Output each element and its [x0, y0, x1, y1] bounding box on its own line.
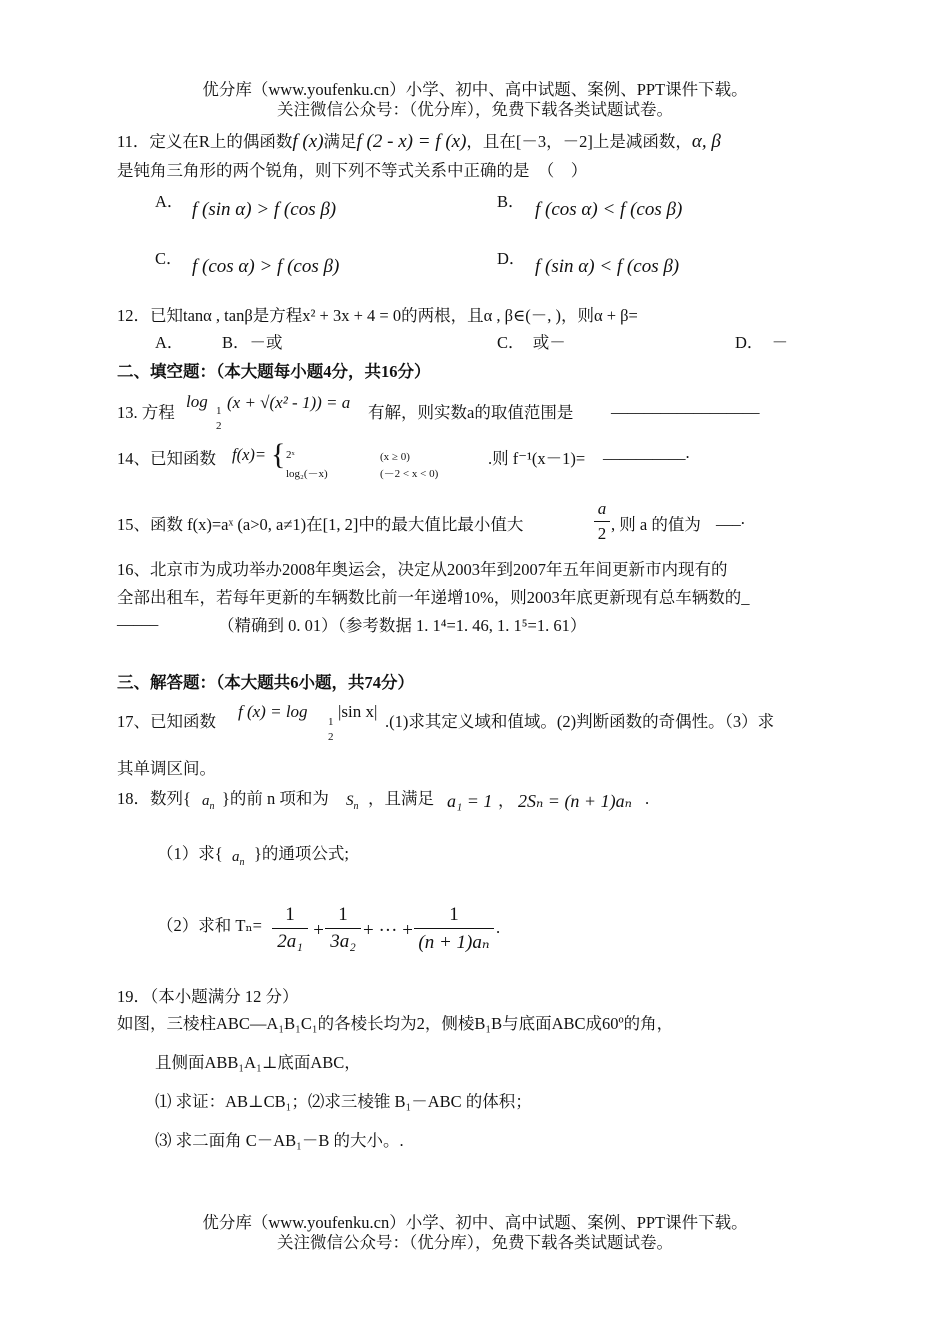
q11-option-c: f (cos α) > f (cos β) — [192, 256, 340, 277]
q13-answer-blank: __________________ — [611, 397, 760, 416]
q18-part1-an — [232, 849, 245, 868]
section-3-title: 三、解答题：（本大题共6小题，共74分） — [117, 673, 414, 692]
q11-option-d: f (sin α) < f (cos β) — [535, 256, 680, 277]
q18-sn-letter: S — [346, 793, 354, 809]
question-17-num: 17、已知函数 — [117, 712, 216, 731]
question-14-num: 14、已知函数 — [117, 449, 216, 468]
page-footer-line1: 优分库（www.youfenku.cn）小学、初中、高中试题、案例、PPT课件下载。 — [202, 1213, 748, 1232]
q18-text-a: }的前 n 项和为 — [222, 789, 329, 808]
q15-answer-blank: ___. — [716, 509, 745, 528]
q16-answer-blank: _____ — [117, 609, 159, 628]
q13-base-den: 2 — [216, 420, 222, 432]
q18-dots: + ··· + — [363, 920, 413, 941]
q14-case1: 2ˣ — [286, 449, 295, 461]
q11-option-b: f (cos α) < f (cos β) — [535, 199, 683, 220]
q18-part1-an-letter: a — [232, 849, 240, 865]
q18-term1-line — [272, 928, 308, 929]
q14-brace: { — [271, 438, 286, 471]
question-11-stem — [117, 128, 721, 153]
q14-fx: f(x)= — [232, 445, 267, 464]
q11-option-a-label: A． — [155, 192, 184, 211]
q17-function: f (x) = log — [238, 702, 308, 721]
q12-option-b: B．－或 — [222, 333, 283, 352]
q18-term2-line — [325, 928, 361, 929]
q18-part1-a: （1）求{ — [157, 844, 223, 863]
q18-an — [202, 793, 215, 812]
q13-log: log — [186, 392, 208, 411]
page-header-line2: 关注微信公众号：（优分库），免费下载各类试题试卷。 — [277, 100, 673, 119]
q15-frac-line — [594, 521, 610, 522]
question-18-num: 18．数列{ — [117, 789, 191, 808]
q18-term2-num: 1 — [338, 904, 348, 925]
q14-case2: log₂(－x) — [286, 468, 328, 480]
q18-condition-1: a₁ = 1 — [447, 791, 493, 811]
q18-plus: + — [312, 920, 325, 941]
q17-text: .(1)求其定义域和值域。(2)判断函数的奇偶性。（3）求 — [385, 712, 775, 731]
q18-term2-den: 3a₂ — [330, 931, 356, 952]
q18-part1-an-sub: n — [239, 857, 245, 868]
q17-base-num: 1 — [328, 716, 334, 728]
q18-term1 — [272, 904, 308, 953]
question-16-line3: （精确到 0. 01）（参考数据 1. 1⁴=1. 46, 1. 1⁵=1. 61） — [218, 616, 587, 635]
section-2-title: 二、填空题：（本大题每小题4分，共16分） — [117, 362, 431, 381]
q11-text-d: 是钝角三角形的两个锐角，则下列不等式关系中正确的是 （ ） — [117, 161, 588, 180]
question-16-line2: 全部出租车，若每年更新的车辆数比前一年递增10%，则2003年底更新现有总车辆数的_ — [117, 588, 750, 607]
q13-argument: (x + √(x² - 1)) = a — [227, 393, 351, 412]
q11-equation: f (2 - x) = f (x) — [356, 131, 467, 152]
q15-frac-den: 2 — [597, 524, 607, 543]
q18-dot: . — [645, 789, 650, 808]
q11-option-c-label: C． — [155, 249, 183, 268]
q11-option-a: f (sin α) > f (cos β) — [192, 199, 337, 220]
q18-term2 — [325, 904, 361, 953]
page-header-line1: 优分库（www.youfenku.cn）小学、初中、高中试题、案例、PPT课件下载。 — [202, 80, 748, 99]
q15-tail: , 则 a 的值为 — [611, 515, 701, 534]
q15-fraction — [594, 499, 610, 544]
q18-term1-num: 1 — [285, 904, 295, 925]
q18-an-sub: n — [209, 801, 215, 812]
q14-cond1: (x ≥ 0) — [380, 451, 410, 463]
q11-text-c: ，且在[－3，－2]上是减函数， — [466, 132, 692, 151]
q11-text-b: 满足 — [323, 132, 357, 151]
q18-term3-line — [414, 928, 494, 929]
q11-number: 11． — [117, 132, 150, 151]
question-16-line1: 16、北京市为成功举办2008年奥运会，决定从2003年到2007年五年间更新市内现有的 — [117, 560, 728, 579]
q11-option-d-label: D． — [497, 249, 526, 268]
question-12-stem: 12．已知tanα , tanβ是方程x² + 3x + 4 = 0的两根，且α , β∈(－, )，则α + β= — [117, 306, 638, 325]
q11-option-b-label: B． — [497, 192, 525, 211]
q18-end: . — [496, 918, 501, 937]
question-15-text: 15、函数 f(x)=aˣ (a>0, a≠1)在[1, 2]中的最大值比最小值大 — [117, 515, 524, 534]
q14-cond2: (－2 < x < 0) — [380, 468, 439, 480]
q18-text-b: ，且满足 — [368, 789, 434, 808]
q18-sn — [346, 793, 359, 812]
q17-argument: |sin x| — [338, 702, 378, 721]
q13-base-num: 1 — [216, 405, 222, 417]
q11-fx: f (x) — [292, 131, 324, 152]
question-13-num: 13. 方程 — [117, 403, 175, 422]
question-19-line3: ⑴ 求证：AB⊥CB₁；⑵求三棱锥 B₁－ABC 的体积； — [155, 1092, 532, 1111]
question-19-line2: 且侧面ABB₁A₁⊥底面ABC， — [155, 1053, 361, 1072]
q18-part2-a: （2）求和 Tₙ= — [157, 916, 262, 935]
question-19-num: 19．（本小题满分 12 分） — [117, 987, 299, 1006]
q18-term3-den: (n + 1)aₙ — [418, 932, 490, 953]
q18-term3-num: 1 — [449, 904, 459, 925]
q18-term1-den: 2a₁ — [277, 931, 303, 952]
page-footer-line2: 关注微信公众号：（优分库），免费下载各类试题试卷。 — [277, 1233, 673, 1252]
question-17-line2: 其单调区间。 — [117, 759, 216, 778]
q13-text: 有解，则实数a的取值范围是 — [368, 403, 574, 422]
q11-text-a: 定义在R上的偶函数 — [149, 132, 293, 151]
q18-sn-sub: n — [353, 801, 359, 812]
q11-alpha-beta: α, β — [691, 131, 721, 152]
q12-option-c: C． 或－ — [497, 333, 566, 352]
q14-answer-blank: __________. — [603, 443, 690, 462]
question-19-line4: ⑶ 求二面角 C－AB₁－B 的大小。. — [155, 1131, 404, 1150]
q12-option-a: A． — [155, 333, 184, 352]
q18-term3 — [414, 904, 494, 954]
q18-an-letter: a — [202, 793, 210, 809]
question-19-line1: 如图，三棱柱ABC—A₁B₁C₁的各棱长均为2，侧棱B₁B与底面ABC成60º的角， — [117, 1014, 674, 1033]
q15-frac-num: a — [597, 499, 607, 518]
q12-option-d: D． － — [735, 333, 789, 352]
q17-base-den: 2 — [328, 731, 334, 743]
q14-tail: .则 f⁻¹(x－1)= — [488, 449, 586, 468]
q18-condition-2: 2Sₙ = (n + 1)aₙ — [518, 791, 632, 811]
q18-comma: ， — [498, 791, 515, 810]
q18-part1-b: }的通项公式; — [254, 844, 350, 863]
